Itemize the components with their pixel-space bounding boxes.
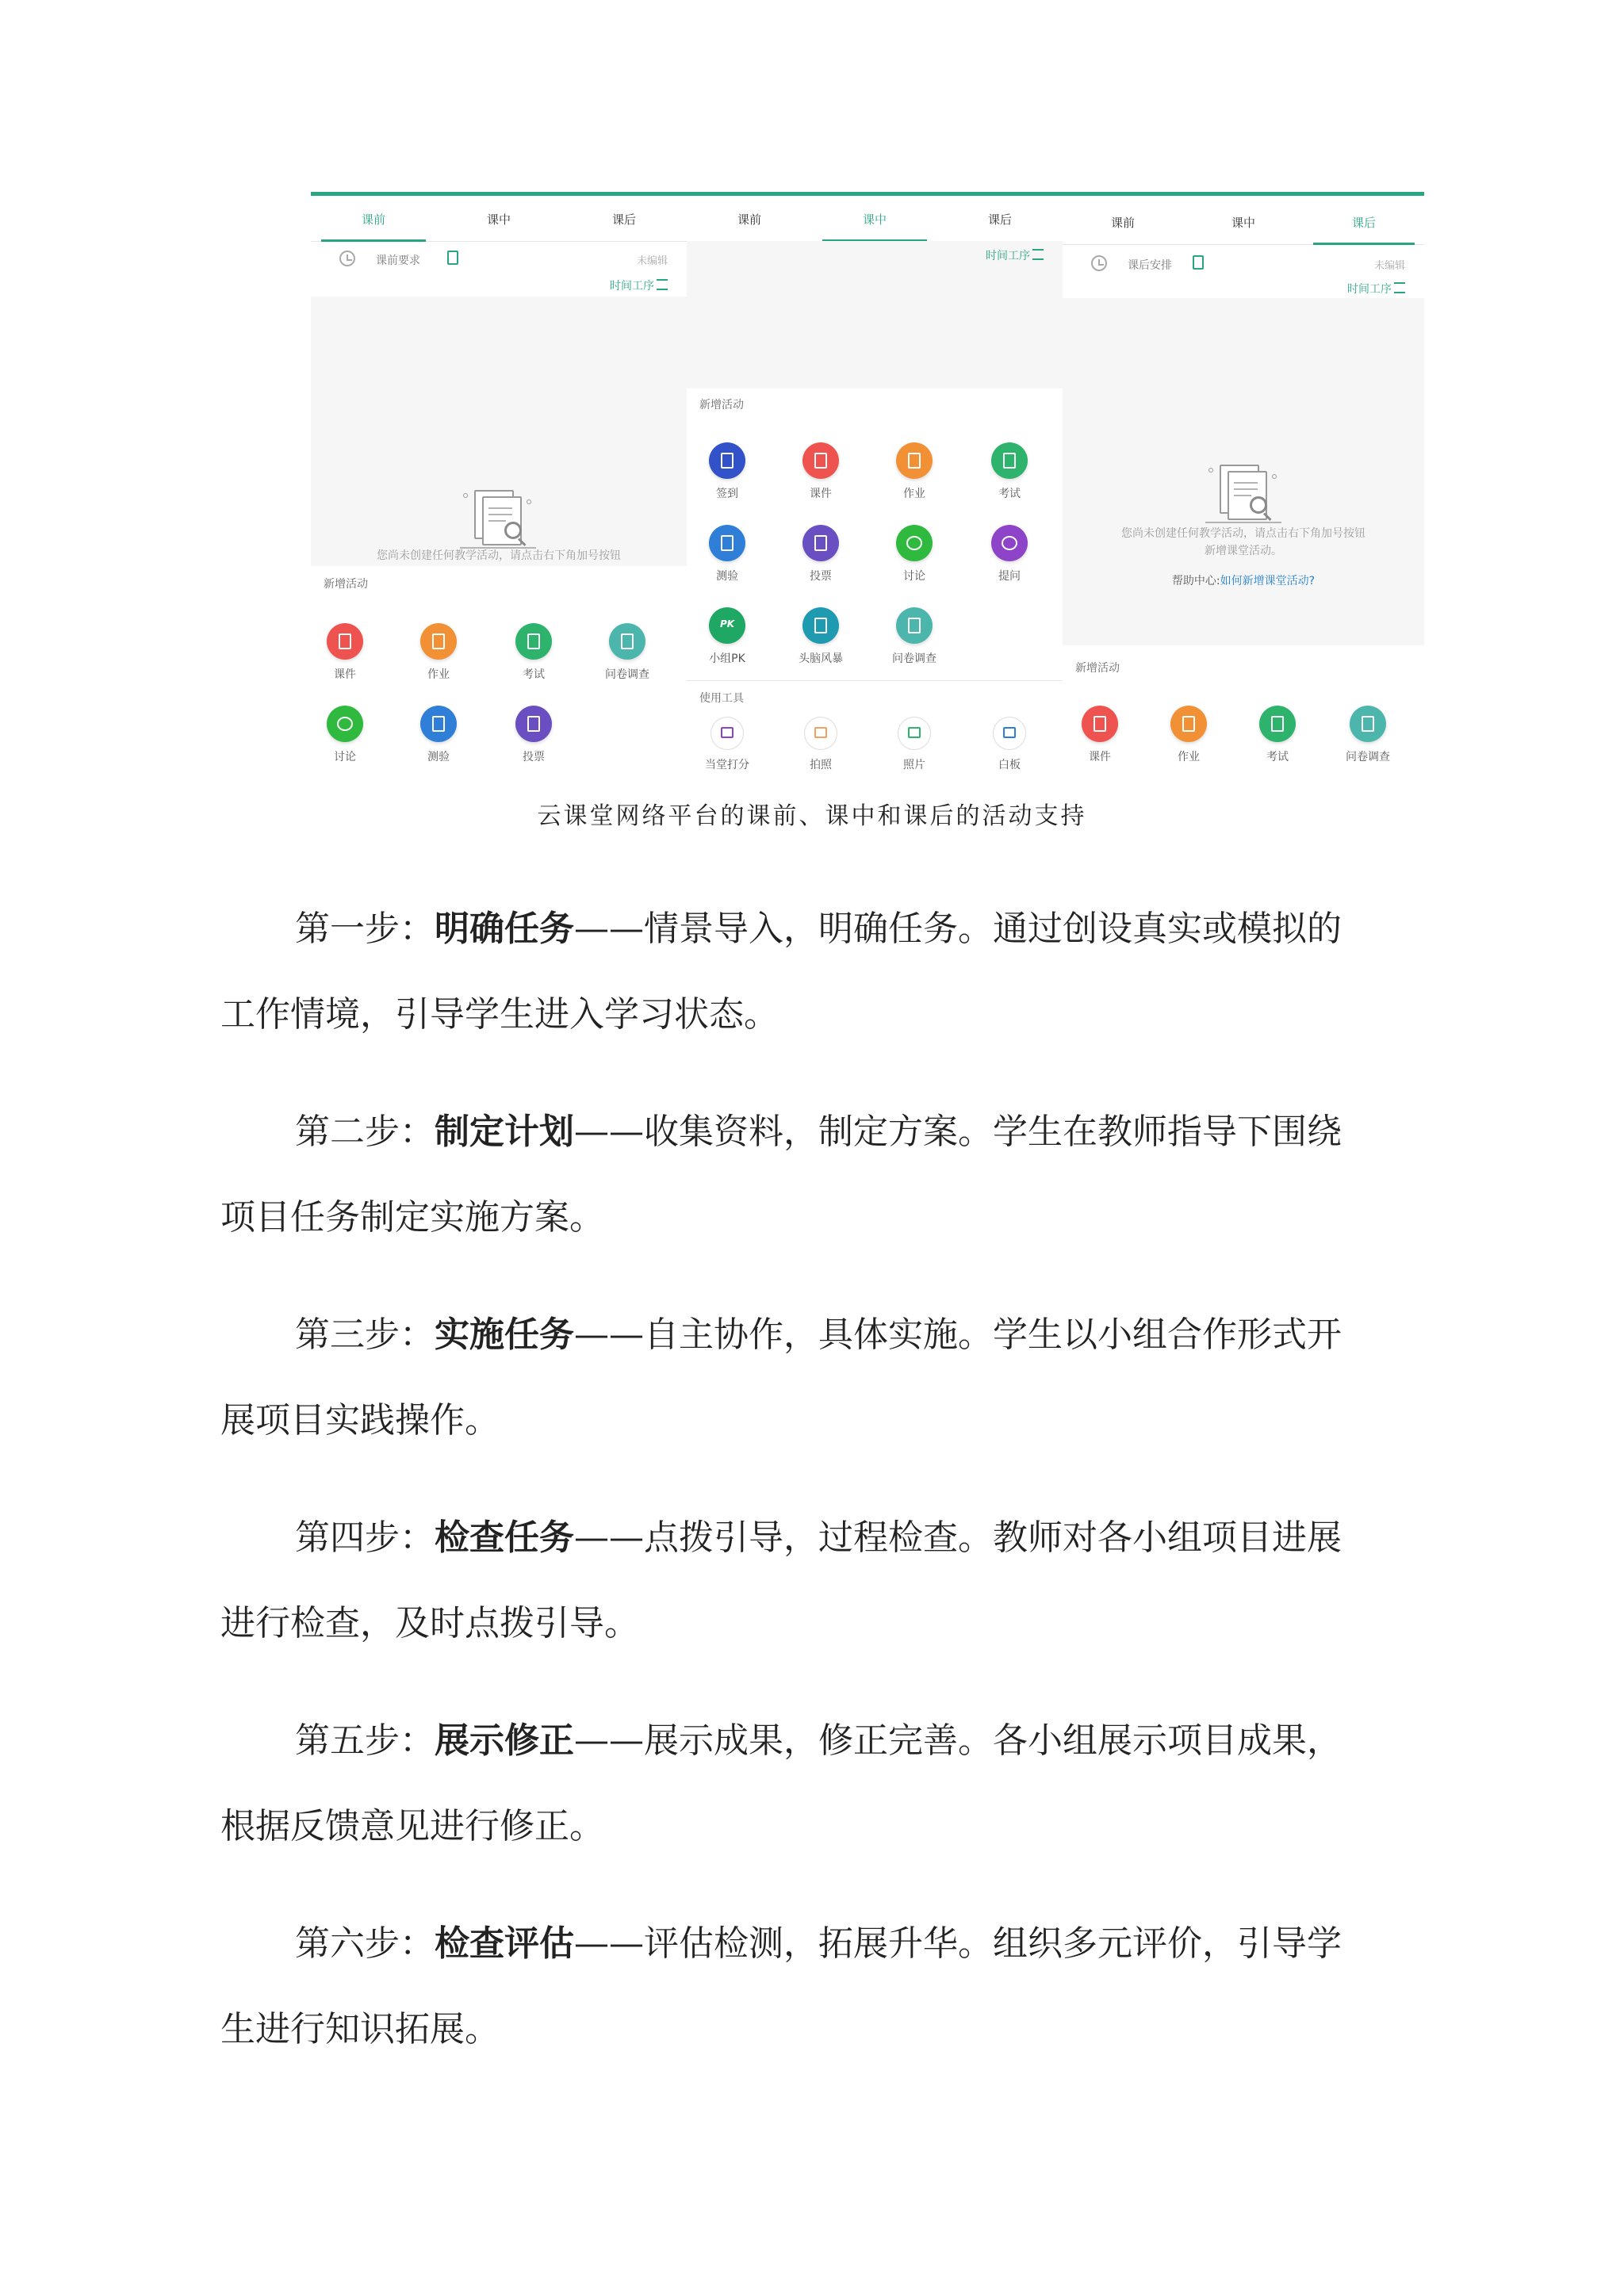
unedited-status: 未编辑 (1373, 260, 1405, 272)
figure-caption: 云课堂网络平台的课前、课中和课后的活动支持 (537, 802, 1087, 830)
step-prefix: 第六步： (295, 1923, 435, 1964)
activity-circle-icon (1259, 706, 1296, 742)
tab-during[interactable]: 课中 (486, 212, 511, 227)
activity-icon-2[interactable] (1234, 706, 1321, 764)
unedited-status: 未编辑 (636, 255, 668, 267)
activity-circle-icon (802, 607, 839, 644)
step-title: 明确任务 (435, 909, 574, 949)
step-prefix: 第二步： (295, 1112, 435, 1152)
activity-circle-icon (420, 706, 457, 742)
tab-before[interactable]: 课前 (737, 212, 761, 227)
sort-icon (1032, 249, 1044, 260)
icon-label: 提问 (998, 570, 1021, 583)
tool-icon (710, 717, 744, 750)
arrangement-label: 课后安排 (1128, 259, 1172, 272)
icon-label: 头脑风暴 (799, 652, 843, 665)
step-paragraph (220, 1292, 1457, 1464)
icon-label: 投票 (810, 570, 832, 583)
step-line-2: 项目任务制定实施方案。 (220, 1197, 604, 1238)
activity-tool-2[interactable] (871, 717, 958, 772)
activity-circle-icon (802, 442, 839, 479)
activity-icon-1[interactable] (395, 623, 482, 682)
step-paragraph (220, 1698, 1457, 1869)
step-text: ——展示成果，修正完善。各小组展示项目成果， (574, 1720, 1342, 1761)
sort-icon (657, 279, 668, 290)
tab-bar (687, 203, 1063, 242)
icon-label: 作业 (903, 488, 925, 500)
activity-tool-3[interactable] (966, 717, 1053, 772)
activity-icon-4[interactable] (687, 525, 771, 584)
tool-icon (993, 717, 1026, 750)
empty-message: 您尚未创建任何教学活动，请点击右下角加号按钮 (377, 549, 621, 562)
tools-label: 使用工具 (699, 692, 744, 705)
step-prefix: 第一步： (295, 909, 435, 949)
activity-icon-3[interactable] (1324, 706, 1411, 764)
time-order-button[interactable]: 时间工序 (610, 277, 668, 293)
activity-icon-3[interactable] (966, 442, 1053, 501)
activity-circle-icon (896, 525, 933, 561)
activity-icon-0[interactable] (1063, 706, 1143, 764)
activity-icon-1[interactable] (777, 442, 864, 501)
step-text: ——收集资料，制定方案。学生在教师指导下围绕 (574, 1112, 1342, 1152)
activity-icon-8[interactable] (687, 607, 771, 666)
icon-label: 讨论 (334, 751, 356, 763)
step-line-2: 展项目实践操作。 (220, 1400, 500, 1441)
icon-label: 拍照 (810, 759, 832, 771)
icon-label: 当堂打分 (705, 759, 749, 771)
step-line-1 (220, 1901, 1457, 1987)
new-activity-label: 新增活动 (1075, 662, 1120, 675)
activity-icon-6[interactable] (490, 706, 577, 764)
activity-circle-icon (896, 607, 933, 644)
icon-label: 测验 (427, 751, 450, 763)
icon-label: 作业 (427, 668, 450, 681)
requirement-row[interactable] (311, 243, 687, 277)
activity-circle-icon (802, 525, 839, 561)
tab-during[interactable]: 课中 (812, 203, 937, 241)
step-prefix: 第四步： (295, 1517, 435, 1558)
activity-icon-9[interactable] (777, 607, 864, 666)
icon-label: 作业 (1178, 751, 1200, 763)
activity-circle-icon (896, 442, 933, 479)
step-line-2: 工作情境，引导学生进入学习状态。 (220, 994, 779, 1035)
empty-message-2: 新增课堂活动。 (1205, 545, 1282, 557)
step-text: ——自主协作，具体实施。学生以小组合作形式开 (574, 1314, 1342, 1355)
screenshot-figure (311, 192, 1424, 779)
step-paragraph (220, 886, 1457, 1058)
step-text: ——点拨引导，过程检查。教师对各小组项目进展 (574, 1517, 1342, 1558)
step-prefix: 第五步： (295, 1720, 435, 1761)
icon-label: 签到 (716, 488, 738, 500)
activity-circle-icon (709, 442, 745, 479)
icon-label: 小组PK (709, 652, 745, 665)
icon-label: 白板 (998, 759, 1021, 771)
icon-label: 投票 (523, 751, 545, 763)
activity-circle-icon (709, 525, 745, 561)
step-title: 制定计划 (435, 1112, 574, 1152)
divider (687, 680, 1063, 681)
panel-during-class (687, 192, 1063, 779)
activity-circle-icon (420, 623, 457, 660)
step-line-1 (220, 886, 1457, 972)
step-paragraph (220, 1495, 1457, 1667)
step-line-1 (220, 1292, 1457, 1378)
activity-circle-icon (327, 706, 363, 742)
time-order-button[interactable]: 时间工序 (986, 247, 1044, 263)
tab-after[interactable]: 课后 (1304, 206, 1424, 244)
tab-during[interactable]: 课中 (1231, 216, 1255, 230)
activity-icon-2[interactable] (871, 442, 958, 501)
activity-icon-5[interactable] (777, 525, 864, 584)
step-paragraph (220, 1901, 1457, 2072)
step-prefix: 第三步： (295, 1314, 435, 1355)
step-text: ——评估检测，拓展升华。组织多元评价，引导学 (574, 1923, 1342, 1964)
help-link[interactable]: 如何新增课堂活动? (1220, 575, 1316, 587)
icon-label: 问卷调查 (605, 668, 649, 681)
icon-label: 考试 (523, 668, 545, 681)
activity-circle-icon (327, 623, 363, 660)
empty-message: 您尚未创建任何教学活动，请点击右下角加号按钮 (1121, 527, 1365, 540)
clock-icon (1091, 255, 1107, 271)
step-text: ——情景导入，明确任务。通过创设真实或模拟的 (574, 909, 1342, 949)
sort-icon (1394, 282, 1405, 293)
icon-label: 课件 (334, 668, 356, 681)
icon-label: 问卷调查 (892, 652, 936, 665)
new-activity-label: 新增活动 (324, 578, 368, 591)
activity-circle-icon: PK (709, 607, 745, 644)
time-order-button[interactable]: 时间工序 (1347, 281, 1405, 297)
step-title: 检查任务 (435, 1517, 574, 1558)
activity-icon-10[interactable] (871, 607, 958, 666)
activity-icon-0[interactable] (687, 442, 771, 501)
step-paragraph (220, 1089, 1457, 1261)
top-accent-line (311, 192, 687, 196)
activity-icon-0[interactable] (311, 623, 389, 682)
activity-circle-icon (991, 525, 1028, 561)
activity-tool-1[interactable] (777, 717, 864, 772)
panel-before-class (311, 192, 687, 779)
new-activity-label: 新增活动 (699, 399, 744, 411)
top-accent-line (687, 192, 1063, 196)
panel-after-class (1063, 192, 1424, 779)
empty-document-icon (460, 487, 536, 550)
step-line-1 (220, 1089, 1457, 1175)
tool-icon (898, 717, 931, 750)
top-accent-line (1063, 192, 1424, 196)
step-line-2: 生进行知识拓展。 (220, 2009, 500, 2049)
clipboard-icon (447, 251, 458, 265)
step-line-1 (220, 1495, 1457, 1581)
icon-label: 讨论 (903, 570, 925, 583)
icon-label: 考试 (998, 488, 1021, 500)
activity-circle-icon (609, 623, 645, 660)
help-center-row: 帮助中心:如何新增课堂活动? (1171, 575, 1316, 587)
activity-icon-4[interactable] (311, 706, 389, 764)
activity-circle-icon (1350, 706, 1386, 742)
activity-icon-2[interactable] (490, 623, 577, 682)
tab-after[interactable]: 课后 (987, 212, 1012, 227)
activity-circle-icon (991, 442, 1028, 479)
icon-label: 测验 (716, 570, 738, 583)
activity-icon-5[interactable] (395, 706, 482, 764)
activity-circle-icon (515, 706, 552, 742)
tool-icon (804, 717, 837, 750)
step-title: 展示修正 (435, 1720, 574, 1761)
activity-circle-icon (1082, 706, 1118, 742)
activity-circle-icon (1170, 706, 1207, 742)
empty-document-icon (1205, 461, 1281, 525)
clock-icon (339, 251, 355, 266)
icon-label: 考试 (1266, 751, 1289, 763)
step-line-1 (220, 1698, 1457, 1784)
icon-label: 课件 (1089, 751, 1111, 763)
step-title: 检查评估 (435, 1923, 574, 1964)
tab-after[interactable]: 课后 (611, 212, 636, 227)
icon-label: 照片 (903, 759, 925, 771)
step-title: 实施任务 (435, 1314, 574, 1355)
step-line-2: 根据反馈意见进行修正。 (220, 1806, 604, 1846)
step-line-2: 进行检查，及时点拨引导。 (220, 1603, 639, 1644)
activity-icon-6[interactable] (871, 525, 958, 584)
arrangement-row[interactable] (1063, 247, 1424, 282)
icon-label: 问卷调查 (1346, 751, 1390, 763)
icon-label: 课件 (810, 488, 832, 500)
tab-bar (1063, 206, 1424, 245)
activity-icon-7[interactable] (966, 525, 1053, 584)
clipboard-icon (1193, 255, 1204, 270)
activity-tool-0[interactable] (687, 717, 771, 772)
tab-before[interactable]: 课前 (1110, 216, 1135, 230)
activity-circle-icon (515, 623, 552, 660)
tab-before[interactable]: 课前 (311, 203, 436, 241)
requirement-label: 课前要求 (376, 254, 420, 267)
activity-icon-3[interactable] (584, 623, 671, 682)
activity-icon-1[interactable] (1145, 706, 1232, 764)
tab-bar (311, 203, 687, 242)
